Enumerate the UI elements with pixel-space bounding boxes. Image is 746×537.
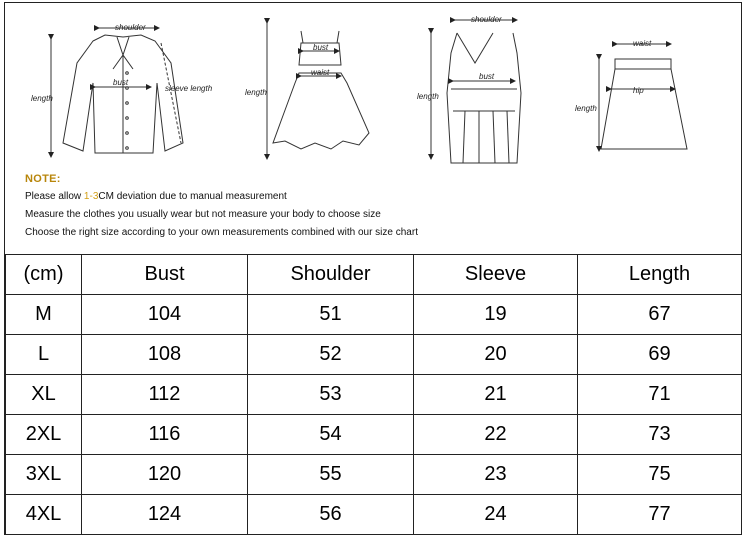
sleeve-cell: 21: [414, 375, 578, 415]
sleeve-cell: 23: [414, 455, 578, 495]
size-cell: XL: [6, 375, 82, 415]
blouse-illustration: [51, 28, 183, 157]
table-row: [6, 295, 742, 335]
note-deviation-range: 1-3: [83, 191, 99, 202]
length-cell: 77: [578, 495, 742, 535]
note-line-deviation-prefix: Please allow: [25, 191, 84, 202]
size-table: [5, 254, 742, 535]
table-header-row: [6, 255, 742, 295]
note-line-deviation: [25, 191, 735, 202]
note-line-choose: Choose the right size according to your own measurements combined with our size chart: [25, 227, 418, 238]
length-cell: 73: [578, 415, 742, 455]
table-row: [6, 455, 742, 495]
table-row: [6, 495, 742, 535]
size-cell: L: [6, 335, 82, 375]
tank-shoulder-label: shoulder: [471, 15, 502, 24]
notes-section: [25, 173, 735, 245]
bust-cell: 120: [82, 455, 248, 495]
table-row: [6, 335, 742, 375]
length-cell: 71: [578, 375, 742, 415]
shoulder-cell: 56: [248, 495, 414, 535]
size-chart-frame: [4, 2, 742, 535]
skirt-illustration: [599, 44, 687, 151]
tank-bust-label: bust: [479, 72, 495, 81]
garment-illustrations: [5, 3, 741, 169]
size-cell: 3XL: [6, 455, 82, 495]
header-unit: (cm): [6, 255, 82, 295]
header-length: Length: [578, 255, 742, 295]
sleeve-cell: 20: [414, 335, 578, 375]
shoulder-cell: 54: [248, 415, 414, 455]
sleeve-cell: 19: [414, 295, 578, 335]
blouse-bust-label: bust: [113, 78, 129, 87]
header-shoulder: Shoulder: [248, 255, 414, 295]
note-title: NOTE:: [25, 173, 61, 185]
size-cell: 2XL: [6, 415, 82, 455]
shoulder-cell: 53: [248, 375, 414, 415]
header-bust: Bust: [82, 255, 248, 295]
blouse-shoulder-label: shoulder: [115, 23, 146, 32]
bust-cell: 104: [82, 295, 248, 335]
dress-waist-label: waist: [311, 68, 330, 77]
blouse-length-label: length: [31, 94, 53, 103]
tank-illustration: [431, 20, 521, 163]
tank-length-label: length: [417, 92, 439, 101]
bust-cell: 116: [82, 415, 248, 455]
header-sleeve: Sleeve: [414, 255, 578, 295]
bust-cell: 112: [82, 375, 248, 415]
length-cell: 69: [578, 335, 742, 375]
skirt-length-label: length: [575, 104, 597, 113]
length-cell: 67: [578, 295, 742, 335]
skirt-waist-label: waist: [633, 39, 652, 48]
sleeve-cell: 22: [414, 415, 578, 455]
blouse-sleeve-label: sleeve length: [165, 84, 213, 93]
shoulder-cell: 51: [248, 295, 414, 335]
shoulder-cell: 52: [248, 335, 414, 375]
shoulder-cell: 55: [248, 455, 414, 495]
size-cell: M: [6, 295, 82, 335]
bust-cell: 108: [82, 335, 248, 375]
dress-length-label: length: [245, 88, 267, 97]
sleeve-cell: 24: [414, 495, 578, 535]
bust-cell: 124: [82, 495, 248, 535]
note-line-measure: Measure the clothes you usually wear but not measure your body to choose size: [25, 209, 381, 220]
dress-bust-label: bust: [313, 43, 329, 52]
length-cell: 75: [578, 455, 742, 495]
table-row: [6, 415, 742, 455]
note-line-deviation-suffix: CM deviation due to manual measurement: [98, 191, 287, 202]
size-cell: 4XL: [6, 495, 82, 535]
table-row: [6, 375, 742, 415]
skirt-hip-label: hip: [633, 86, 644, 95]
